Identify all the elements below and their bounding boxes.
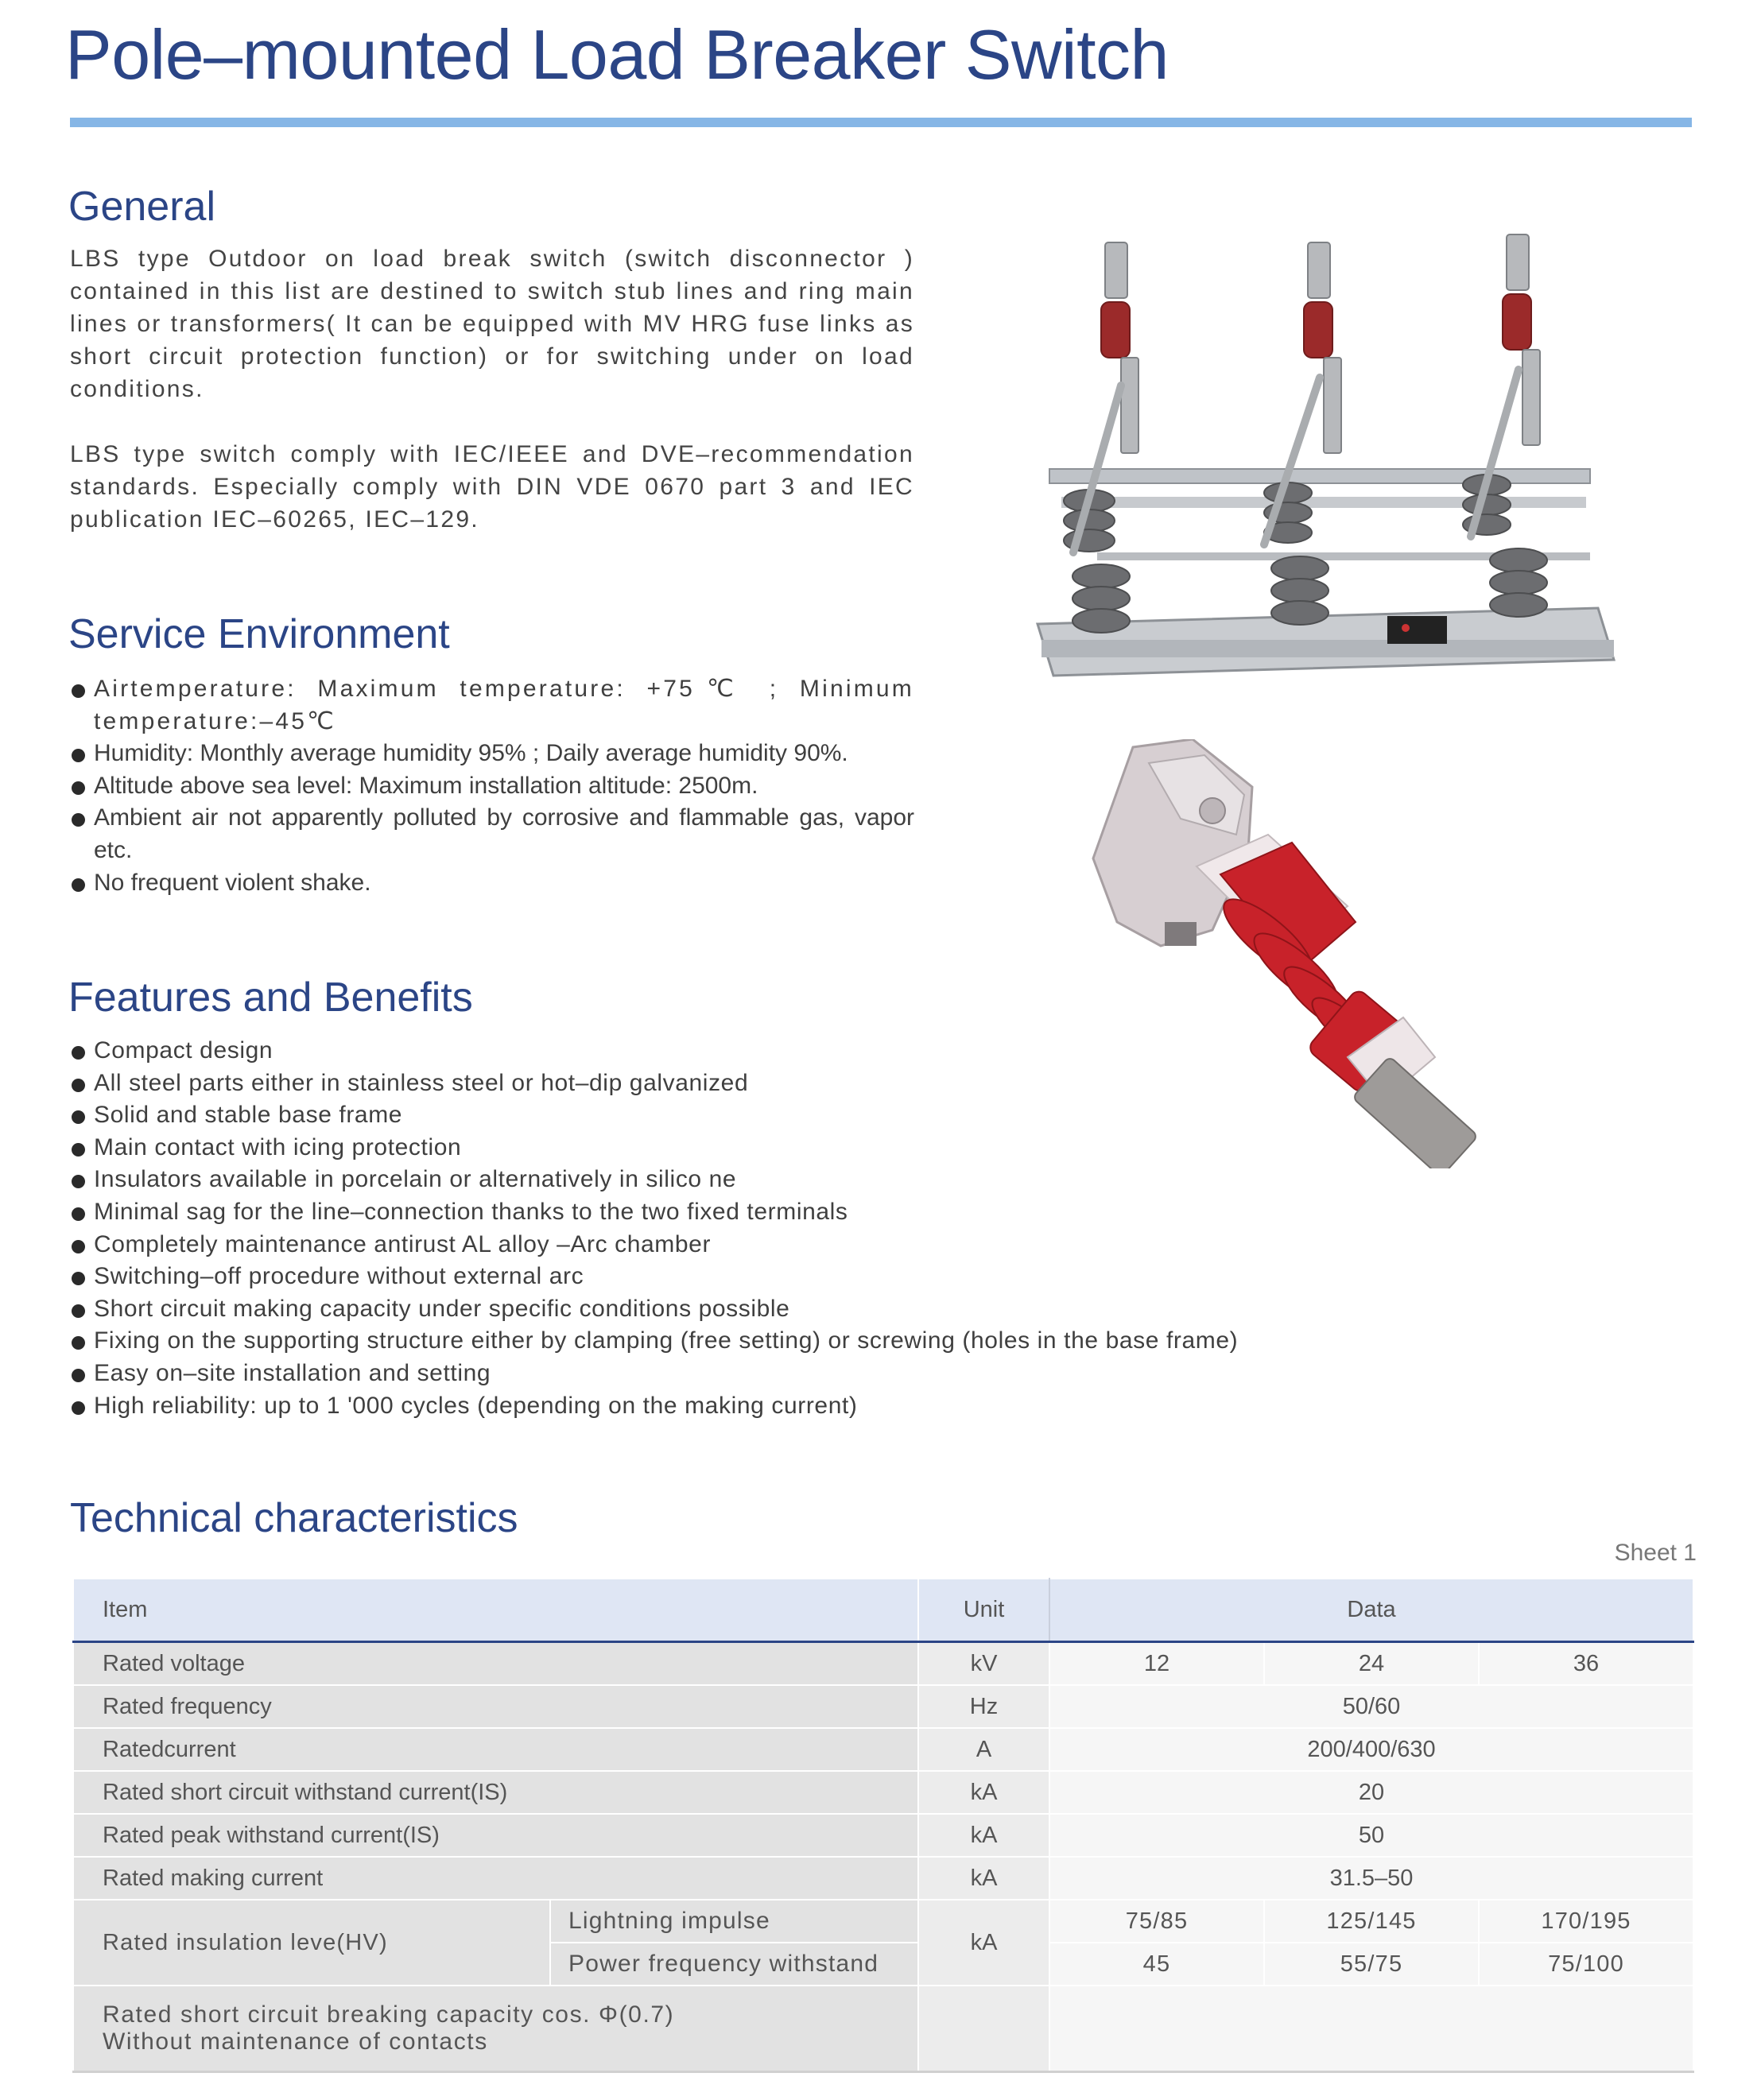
list-item: Humidity: Monthly average humidity 95% ; Daily average humidity 90%. — [70, 738, 914, 770]
list-item: Switching–off procedure without external arc — [70, 1261, 1422, 1293]
table-row — [73, 1642, 1693, 1686]
table-row — [73, 1900, 1693, 1943]
table-row — [73, 1814, 1693, 1857]
row-name: Ratedcurrent — [73, 1728, 918, 1771]
table-row — [73, 1728, 1693, 1771]
row-value: 55/75 — [1264, 1943, 1479, 1986]
row-value: 125/145 — [1264, 1900, 1479, 1943]
row-value: 45 — [1049, 1943, 1264, 1986]
row-value: 75/85 — [1049, 1900, 1264, 1943]
header-data: Data — [1049, 1579, 1693, 1642]
list-item: Completely maintenance antirust AL alloy –Arc chamber — [70, 1229, 1422, 1261]
general-heading: General — [68, 184, 215, 230]
tech-table — [72, 1578, 1694, 2073]
row-name: Rated short circuit withstand current(IS) — [73, 1771, 918, 1814]
title-divider — [70, 118, 1692, 127]
general-paragraph-1: LBS type Outdoor on load break switch (switch disconnector ) contained in this list are destined to switch stub lines and ring main lines or transformers( It can be equipped with MV HRG fuse links as short circuit protection function) or for switching under on load conditions. — [70, 246, 914, 402]
row-value: 170/195 — [1479, 1900, 1693, 1943]
row-value: 200/400/630 — [1049, 1728, 1693, 1771]
row-name: Rated frequency — [73, 1685, 918, 1728]
list-item: High reliability: up to 1 '000 cycles (depending on the making current) — [70, 1390, 1422, 1423]
row-unit: kA — [918, 1814, 1049, 1857]
table-row — [73, 1771, 1693, 1814]
table-row — [73, 1986, 1693, 2072]
row-unit: kA — [918, 1771, 1049, 1814]
table-header-row — [73, 1579, 1693, 1642]
row-value: 75/100 — [1479, 1943, 1693, 1986]
row-value: 50 — [1049, 1814, 1693, 1857]
row-subname: Lightning impulse — [550, 1900, 918, 1943]
list-item: Solid and stable base frame — [70, 1099, 1422, 1132]
row-value: 36 — [1479, 1642, 1693, 1686]
list-item: All steel parts either in stainless steel or hot–dip galvanized — [70, 1067, 1422, 1100]
list-item: Airtemperature: Maximum temperature: +75℃ ; Minimum temperature:–45℃ — [70, 673, 914, 738]
tech-heading: Technical characteristics — [70, 1495, 518, 1541]
list-item: Ambient air not apparently polluted by corrosive and flammable gas, vapor etc. — [70, 802, 914, 866]
list-item: Short circuit making capacity under specific conditions possible — [70, 1293, 1422, 1326]
row-unit: kV — [918, 1642, 1049, 1686]
row-value — [1049, 1986, 1693, 2072]
row-name-line-2: Without maintenance of contacts — [103, 2028, 488, 2055]
row-value: 24 — [1264, 1642, 1479, 1686]
list-item: No frequent violent shake. — [70, 867, 914, 900]
arc-chamber-image — [1085, 739, 1546, 1168]
list-item: Fixing on the supporting structure either by clamping (free setting) or screwing (holes in the base frame) — [70, 1325, 1422, 1358]
row-subname: Power frequency withstand — [550, 1943, 918, 1986]
list-item: Compact design — [70, 1035, 1422, 1067]
row-unit: kA — [918, 1900, 1049, 1986]
header-item: Item — [73, 1579, 918, 1642]
row-value: 50/60 — [1049, 1685, 1693, 1728]
row-name: Rated making current — [73, 1857, 918, 1900]
row-name: Rated insulation leve(HV) — [73, 1900, 550, 1986]
general-paragraph-2: LBS type switch comply with IEC/IEEE and DVE–recommendation standards. Especially comply with DIN VDE 0670 part 3 and IEC publication IEC–60265, IEC–129. — [70, 441, 914, 533]
row-name — [73, 1986, 918, 2072]
row-value: 12 — [1049, 1642, 1264, 1686]
switch-assembly-image — [1026, 227, 1630, 699]
row-name: Rated voltage — [73, 1642, 918, 1686]
row-name-line-1: Rated short circuit breaking capacity cos. Φ(0.7) — [103, 2001, 675, 2028]
table-row — [73, 1685, 1693, 1728]
page-title: Pole–mounted Load Breaker Switch — [65, 15, 1169, 94]
row-name: Rated peak withstand current(IS) — [73, 1814, 918, 1857]
list-item: Altitude above sea level: Maximum installation altitude: 2500m. — [70, 770, 914, 803]
header-unit: Unit — [918, 1579, 1049, 1642]
row-unit — [918, 1986, 1049, 2072]
row-unit: Hz — [918, 1685, 1049, 1728]
general-text — [70, 242, 914, 568]
row-unit: kA — [918, 1857, 1049, 1900]
table-row — [73, 1857, 1693, 1900]
service-heading: Service Environment — [68, 611, 450, 657]
list-item: Main contact with icing protection — [70, 1132, 1422, 1164]
list-item: Easy on–site installation and setting — [70, 1358, 1422, 1390]
list-item: Insulators available in porcelain or alternatively in silico ne — [70, 1164, 1422, 1196]
row-unit: A — [918, 1728, 1049, 1771]
row-value: 31.5–50 — [1049, 1857, 1693, 1900]
sheet-label: Sheet 1 — [1614, 1540, 1697, 1566]
features-heading: Features and Benefits — [68, 974, 473, 1021]
service-list — [70, 673, 914, 899]
row-value: 20 — [1049, 1771, 1693, 1814]
list-item: Minimal sag for the line–connection thanks to the two fixed terminals — [70, 1196, 1422, 1229]
